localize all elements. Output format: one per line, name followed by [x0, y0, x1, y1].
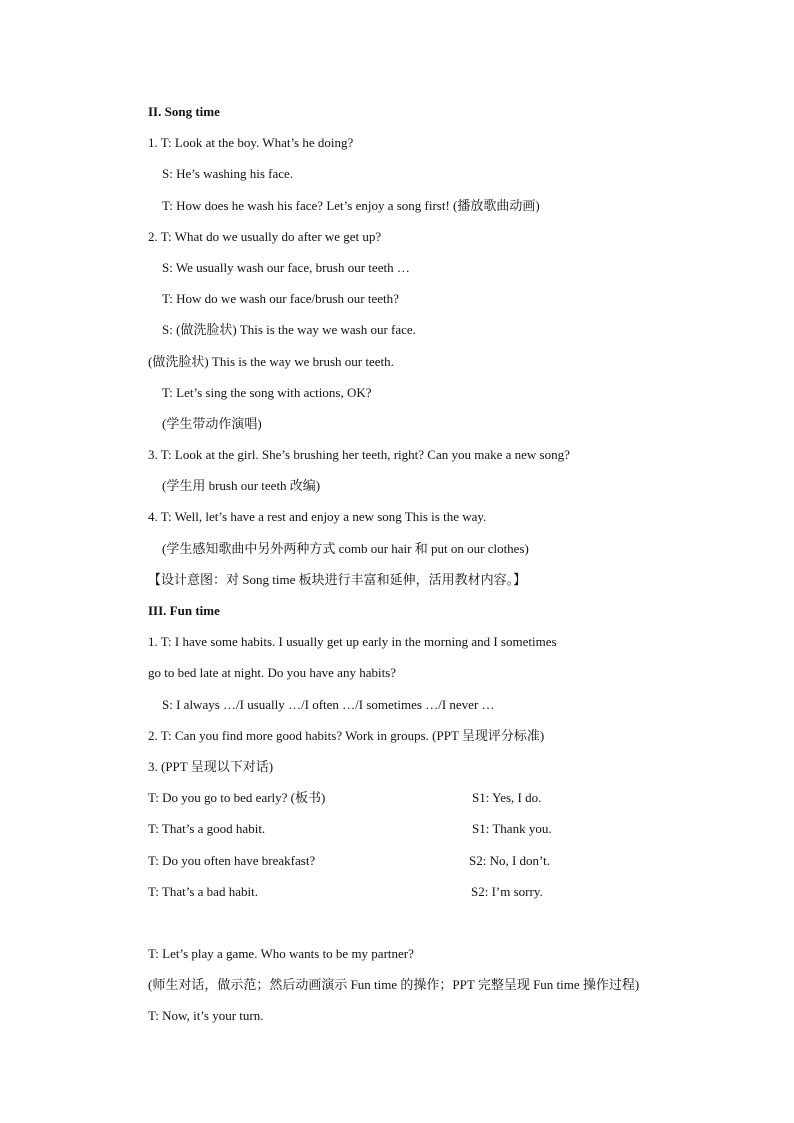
- text-line: 2. T: What do we usually do after we get up?: [148, 228, 382, 244]
- text-line: (学生带动作演唱): [162, 415, 262, 431]
- text-line: T: How do we wash our face/brush our teeth?: [162, 291, 399, 307]
- student-line: S2: I’m sorry.: [471, 883, 543, 899]
- section-heading-song-time: II. Song time: [148, 104, 220, 119]
- text-line: T: How does he wash his face? Let’s enjoy a song first! (播放歌曲动画): [162, 197, 540, 213]
- text-line: T: Let’s sing the song with actions, OK?: [162, 384, 372, 400]
- text-line: (学生感知歌曲中另外两种方式 comb our hair 和 put on our clothes): [162, 540, 529, 556]
- teacher-line: T: That’s a bad habit.: [148, 883, 258, 899]
- text-line: S: (做洗脸状) This is the way we wash our face.: [162, 322, 416, 338]
- text-line: (做洗脸状) This is the way we brush our teeth.: [148, 353, 394, 369]
- teacher-line: T: Do you go to bed early? (板书): [148, 790, 326, 806]
- dialogue-row: [148, 876, 708, 907]
- spacer: [148, 907, 708, 938]
- text-line: go to bed late at night. Do you have any habits?: [148, 665, 397, 681]
- text-line: 4. T: Well, let’s have a rest and enjoy a new song This is the way.: [148, 509, 487, 525]
- section-heading-fun-time: III. Fun time: [148, 603, 220, 618]
- student-line: S1: Thank you.: [472, 821, 552, 837]
- dialogue-row: [148, 813, 708, 844]
- text-line: S: He’s washing his face.: [162, 166, 294, 182]
- text-line: 1. T: I have some habits. I usually get up early in the morning and I sometimes: [148, 634, 557, 650]
- text-line: 2. T: Can you find more good habits? Work in groups. (PPT 呈现评分标准): [148, 727, 545, 743]
- text-line: T: Let’s play a game. Who wants to be my partner?: [148, 946, 414, 962]
- teacher-line: T: Do you often have breakfast?: [148, 852, 316, 868]
- student-line: S1: Yes, I do.: [472, 790, 542, 806]
- design-intent-note: 【设计意图：对 Song time 板块进行丰富和延伸，活用教材内容。】: [148, 571, 527, 587]
- text-line: 3. (PPT 呈现以下对话): [148, 758, 274, 774]
- dialogue-row: [148, 782, 708, 813]
- text-line: T: Now, it’s your turn.: [148, 1008, 264, 1024]
- student-line: S2: No, I don’t.: [469, 852, 551, 868]
- text-line: 1. T: Look at the boy. What’s he doing?: [148, 135, 354, 151]
- document-page: [148, 96, 708, 1032]
- text-line: (师生对话，做示范；然后动画演示 Fun time 的操作；PPT 完整呈现 Fun time 操作过程): [148, 977, 640, 993]
- text-line: S: I always …/I usually …/I often …/I sometimes …/I never …: [162, 696, 495, 712]
- dialogue-row: [148, 845, 708, 876]
- text-line: 3. T: Look at the girl. She’s brushing her teeth, right? Can you make a new song?: [148, 447, 570, 463]
- text-line: S: We usually wash our face, brush our teeth …: [162, 259, 410, 275]
- teacher-line: T: That’s a good habit.: [148, 821, 266, 837]
- text-line: (学生用 brush our teeth 改编): [162, 478, 321, 494]
